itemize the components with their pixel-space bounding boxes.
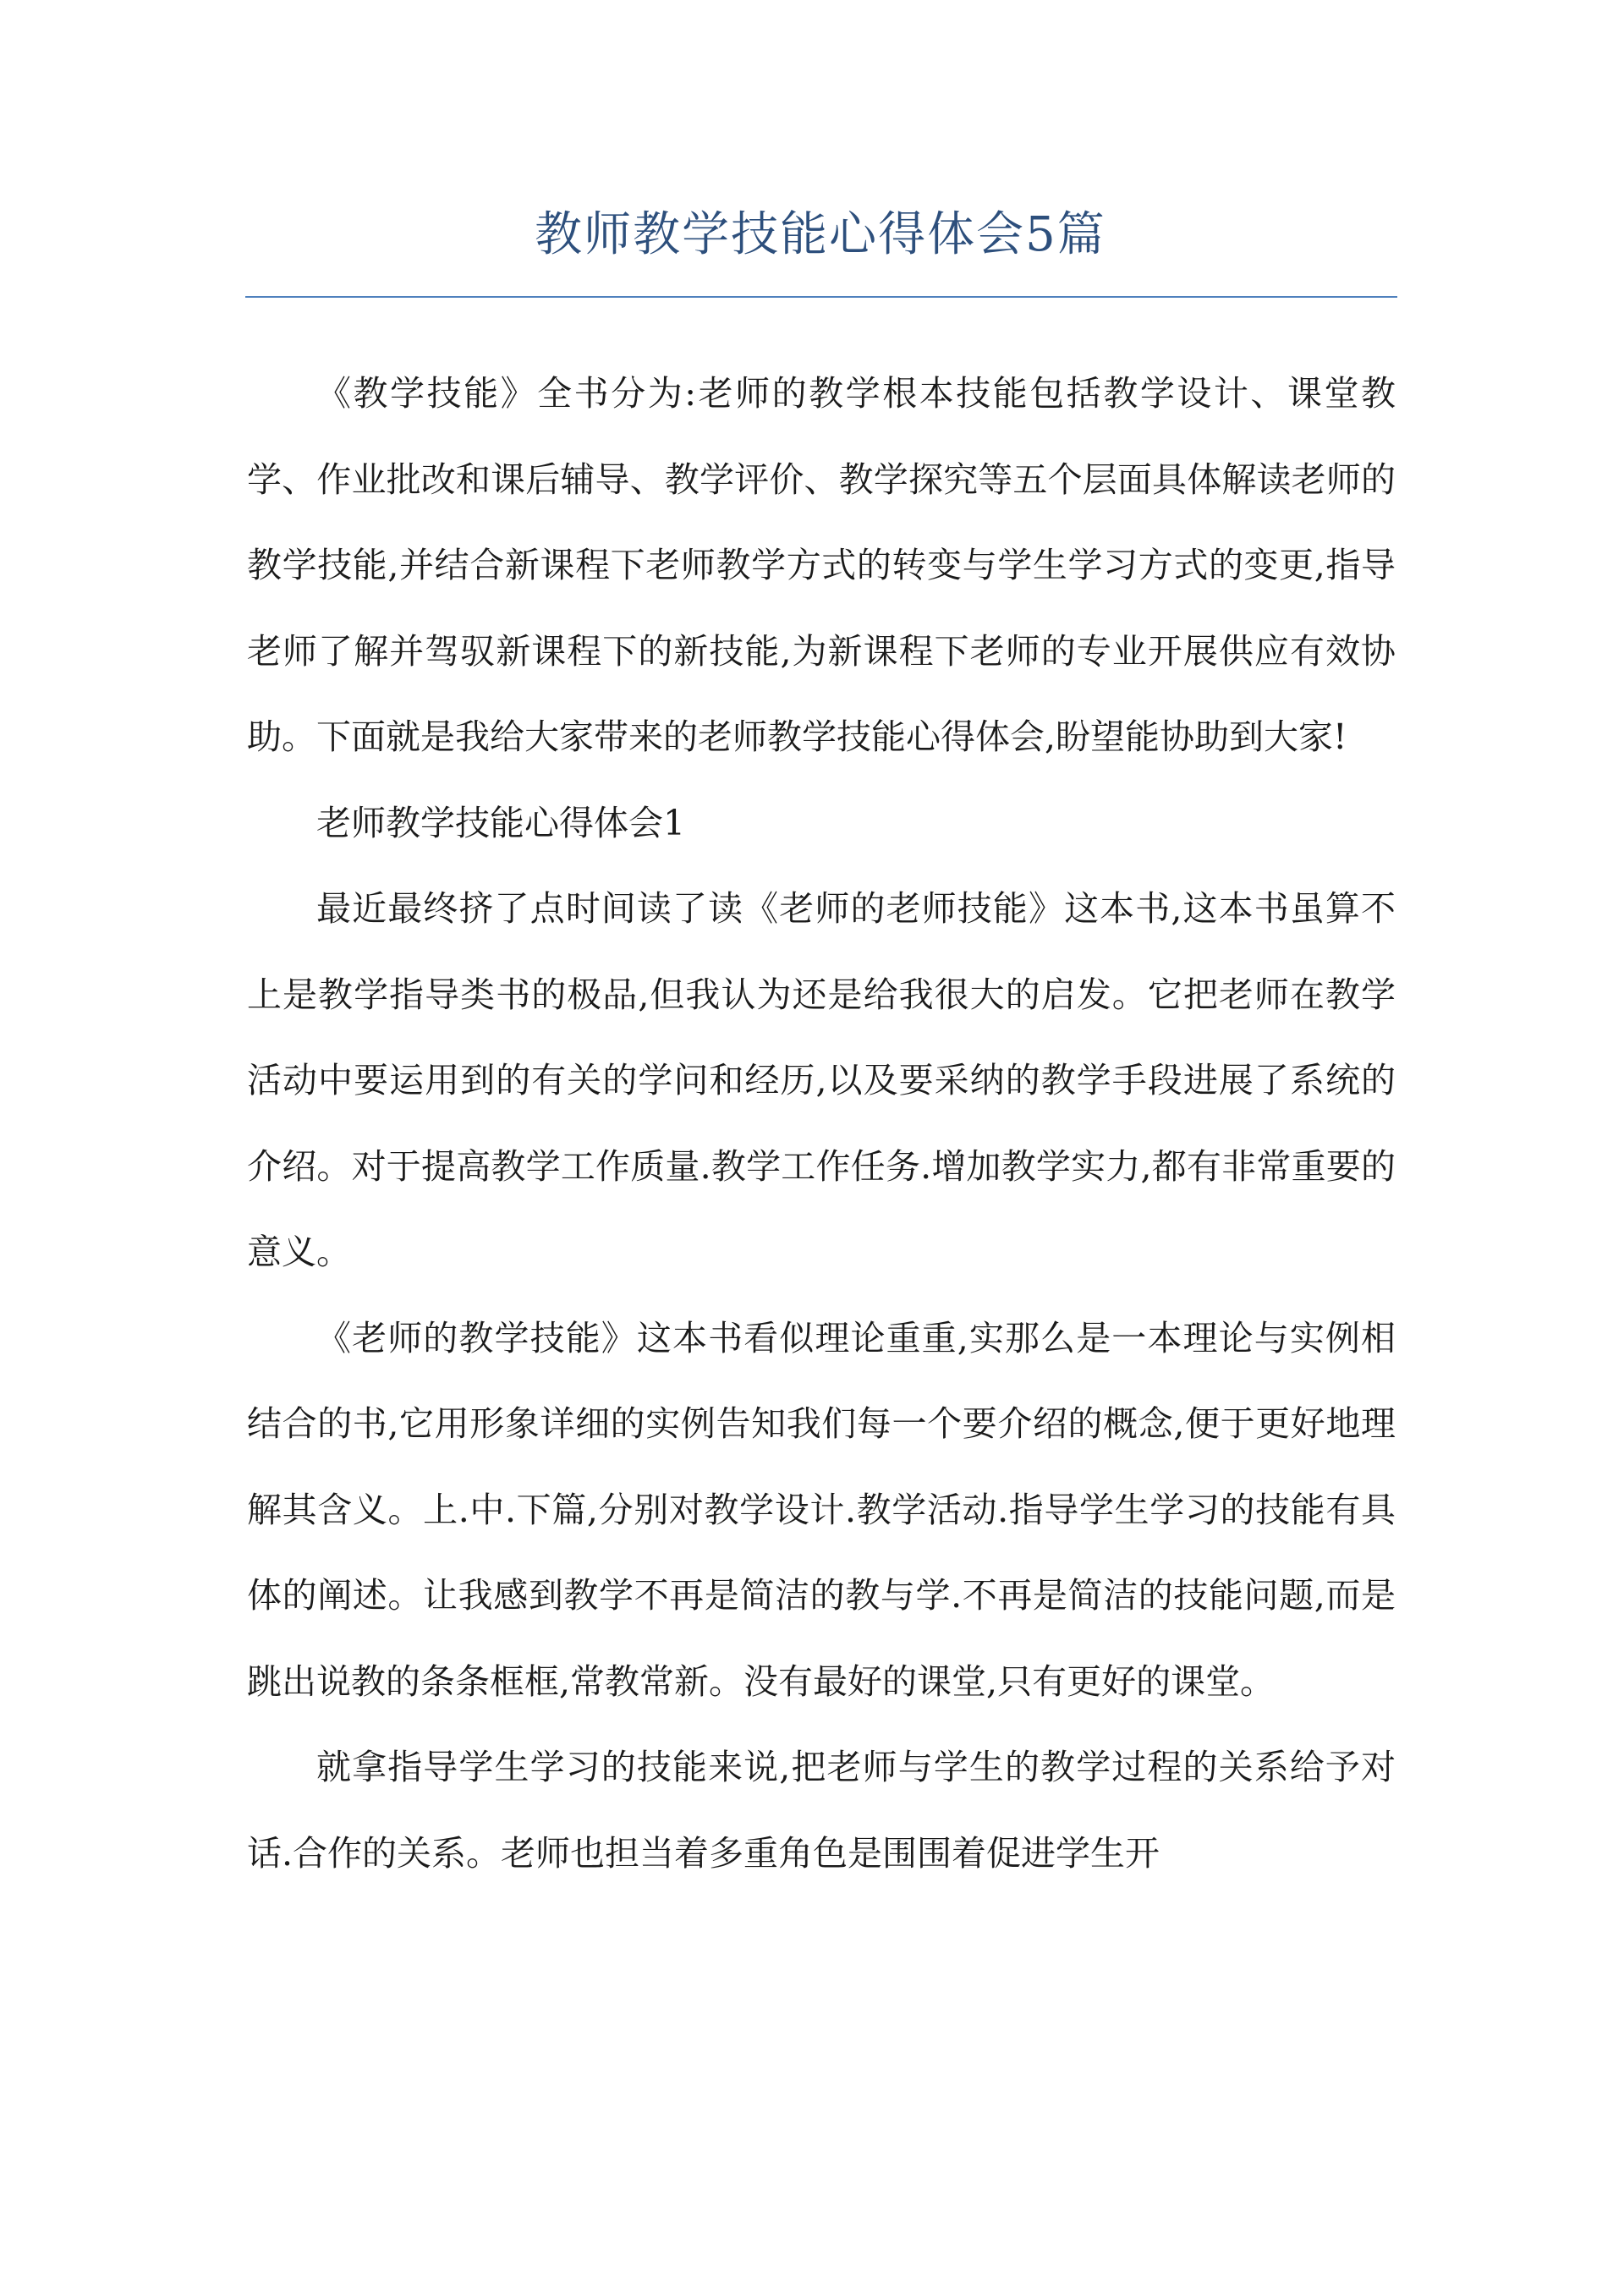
document-title: 教师教学技能心得体会5篇	[535, 207, 1106, 262]
section-heading: 老师教学技能心得体会1	[316, 802, 686, 843]
body-paragraph: 就拿指导学生学习的技能来说,把老师与学生的教学过程的关系给予对话.合作的关系。老师也担当着多重角色是围围着促进学生开	[247, 1747, 1396, 1874]
document-body	[247, 351, 1396, 1896]
intro-paragraph: 《教学技能》全书分为:老师的教学根本技能包括教学设计、课堂教学、作业批改和课后辅导、教学评价、教学探究等五个层面具体解读老师的教学技能,并结合新课程下老师教学方式的转变与学生学习方式的变更,指导老师了解并驾驭新课程下的新技能,为新课程下老师的专业开展供应有效协助。下面就是我给大家带来的老师教学技能心得体会,盼望能协助到大家!	[247, 373, 1396, 757]
body-paragraph: 《老师的教学技能》这本书看似理论重重,实那么是一本理论与实例相结合的书,它用形象详细的实例告知我们每一个要介绍的概念,便于更好地理解其含义。上.中.下篇,分别对教学设计.教学活动.指导学生学习的技能有具体的阐述。让我感到教学不再是简洁的教与学.不再是简洁的技能问题,而是跳出说教的条条框框,常教常新。没有最好的课堂,只有更好的课堂。	[247, 1317, 1396, 1702]
title-underline	[245, 296, 1397, 298]
body-paragraph: 最近最终挤了点时间读了读《老师的老师技能》这本书,这本书虽算不上是教学指导类书的极品,但我认为还是给我很大的启发。它把老师在教学活动中要运用到的有关的学问和经历,以及要采纳的教学手段进展了系统的介绍。对于提高教学工作质量.教学工作任务.增加教学实力,都有非常重要的意义。	[247, 888, 1396, 1272]
